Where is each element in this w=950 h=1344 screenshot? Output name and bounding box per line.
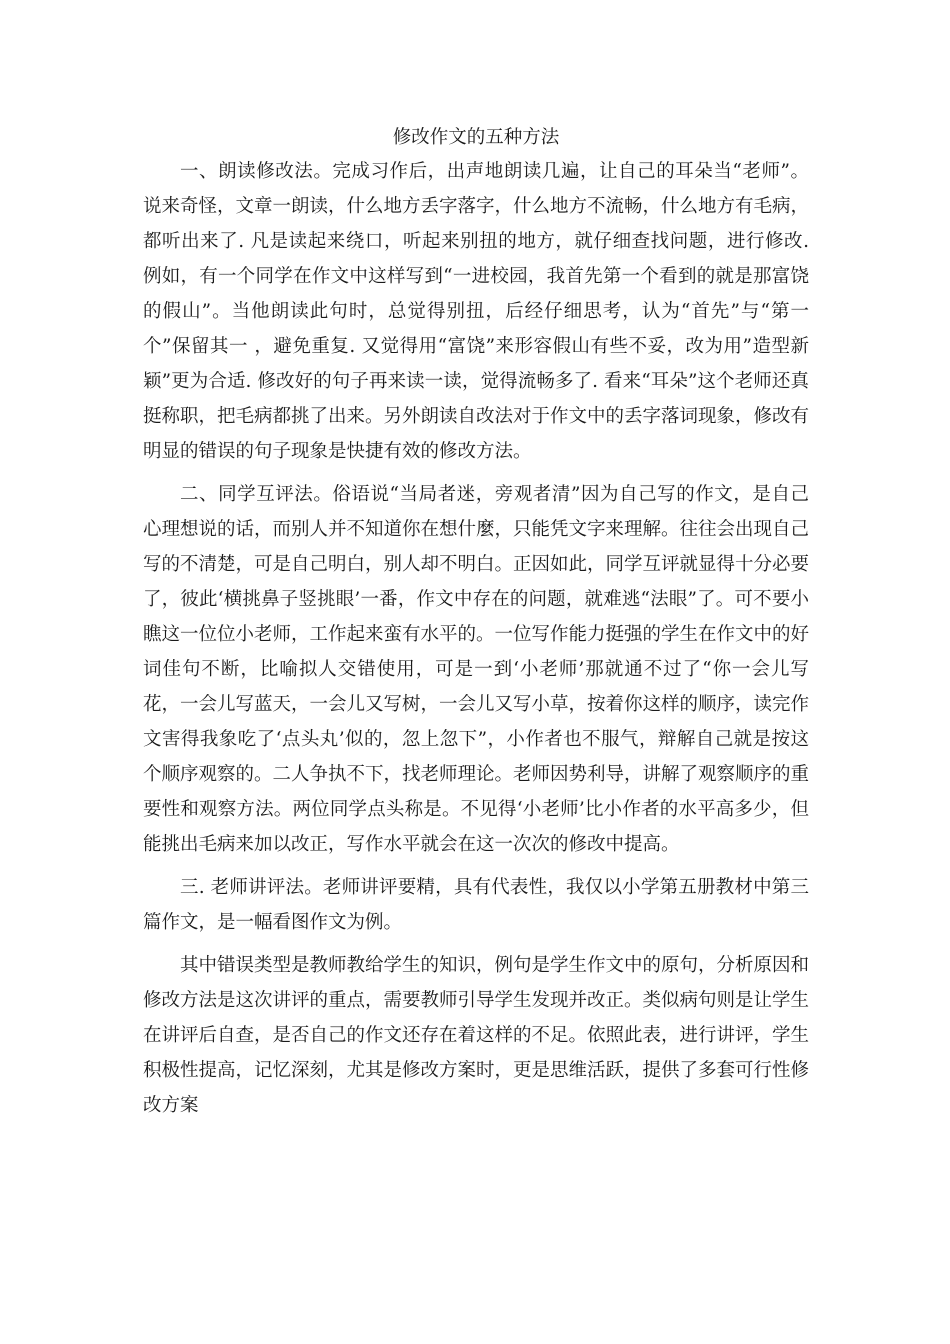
- paragraph-reading-method: 一、朗读修改法。完成习作后，出声地朗读几遍，让自己的耳朵当“老师”。说来奇怪，文章一朗读，什么地方丢字落字，什么地方不流畅，什么地方有毛病，都听出来了. 凡是读起来绕口，听起来别扭的地方，就仔细查找问题，进行修改. 例如，有一个同学在作文中这样写到“一进校园，我首先第一个看到的就是那富饶的假山”。当他朗读此句时，总觉得别扭，后经仔细思考，认为“首先”与“第一个”保留其一 ，避免重复. 又觉得用“富饶”来形容假山有些不妥，改为用”造型新颖”更为合适. 修改好的句子再来读一读，觉得流畅多了. 看来“耳朵”这个老师还真挺称职，把毛病都挑了出来。另外朗读自改法对于作文中的丢字落词现象，修改有明显的错误的句子现象是快捷有效的修改方法。: [143, 161, 810, 462]
- paragraph-error-types: 其中错误类型是教师教给学生的知识，例句是学生作文中的原句，分析原因和修改方法是这次讲评的重点，需要教师引导学生发现并改正。类似病句则是让学生在讲评后自查，是否自己的作文还存在着这样的不足。依照此表，进行讲评，学生积极性提高，记忆深刻，尤其是修改方案时，更是思维活跃，提供了多套可行性修改方案: [143, 955, 810, 1116]
- paragraph-teacher-review-method: 三. 老师讲评法。老师讲评要精，具有代表性，我仅以小学第五册教材中第三篇作文，是一幅看图作文为例。: [143, 877, 809, 933]
- paragraph-peer-review-method: 二、同学互评法。俗语说“当局者迷，旁观者清”因为自己写的作文，是自己心理想说的话，而别人并不知道你在想什麼，只能凭文字来理解。往往会出现自己写的不清楚，可是自己明白，别人却不明白。正因如此，同学互评就显得十分必要了，彼此‘横挑鼻子竖挑眼’一番，作文中存在的问题，就难逃“法眼”了。可不要小瞧这一位位小老师，工作起来蛮有水平的。一位写作能力挺强的学生在作文中的好词佳句不断，比喻拟人交错使用，可是一到‘小老师’那就通不过了“你一会儿写花，一会儿写蓝天，一会儿又写树，一会儿又写小草，按着你这样的顺序，读完作文害得我象吃了‘点头丸’似的，忽上忽下”，小作者也不服气，辩解自己就是按这个顺序观察的。二人争执不下，找老师理论。老师因势利导，讲解了观察顺序的重要性和观察方法。两位同学点头称是。不见得‘小老师’比小作者的水平高多少，但能挑出毛病来加以改正，写作水平就会在这一次次的修改中提高。: [143, 484, 810, 855]
- document-title: 修改作文的五种方法: [392, 127, 560, 148]
- document-body: [143, 122, 809, 1123]
